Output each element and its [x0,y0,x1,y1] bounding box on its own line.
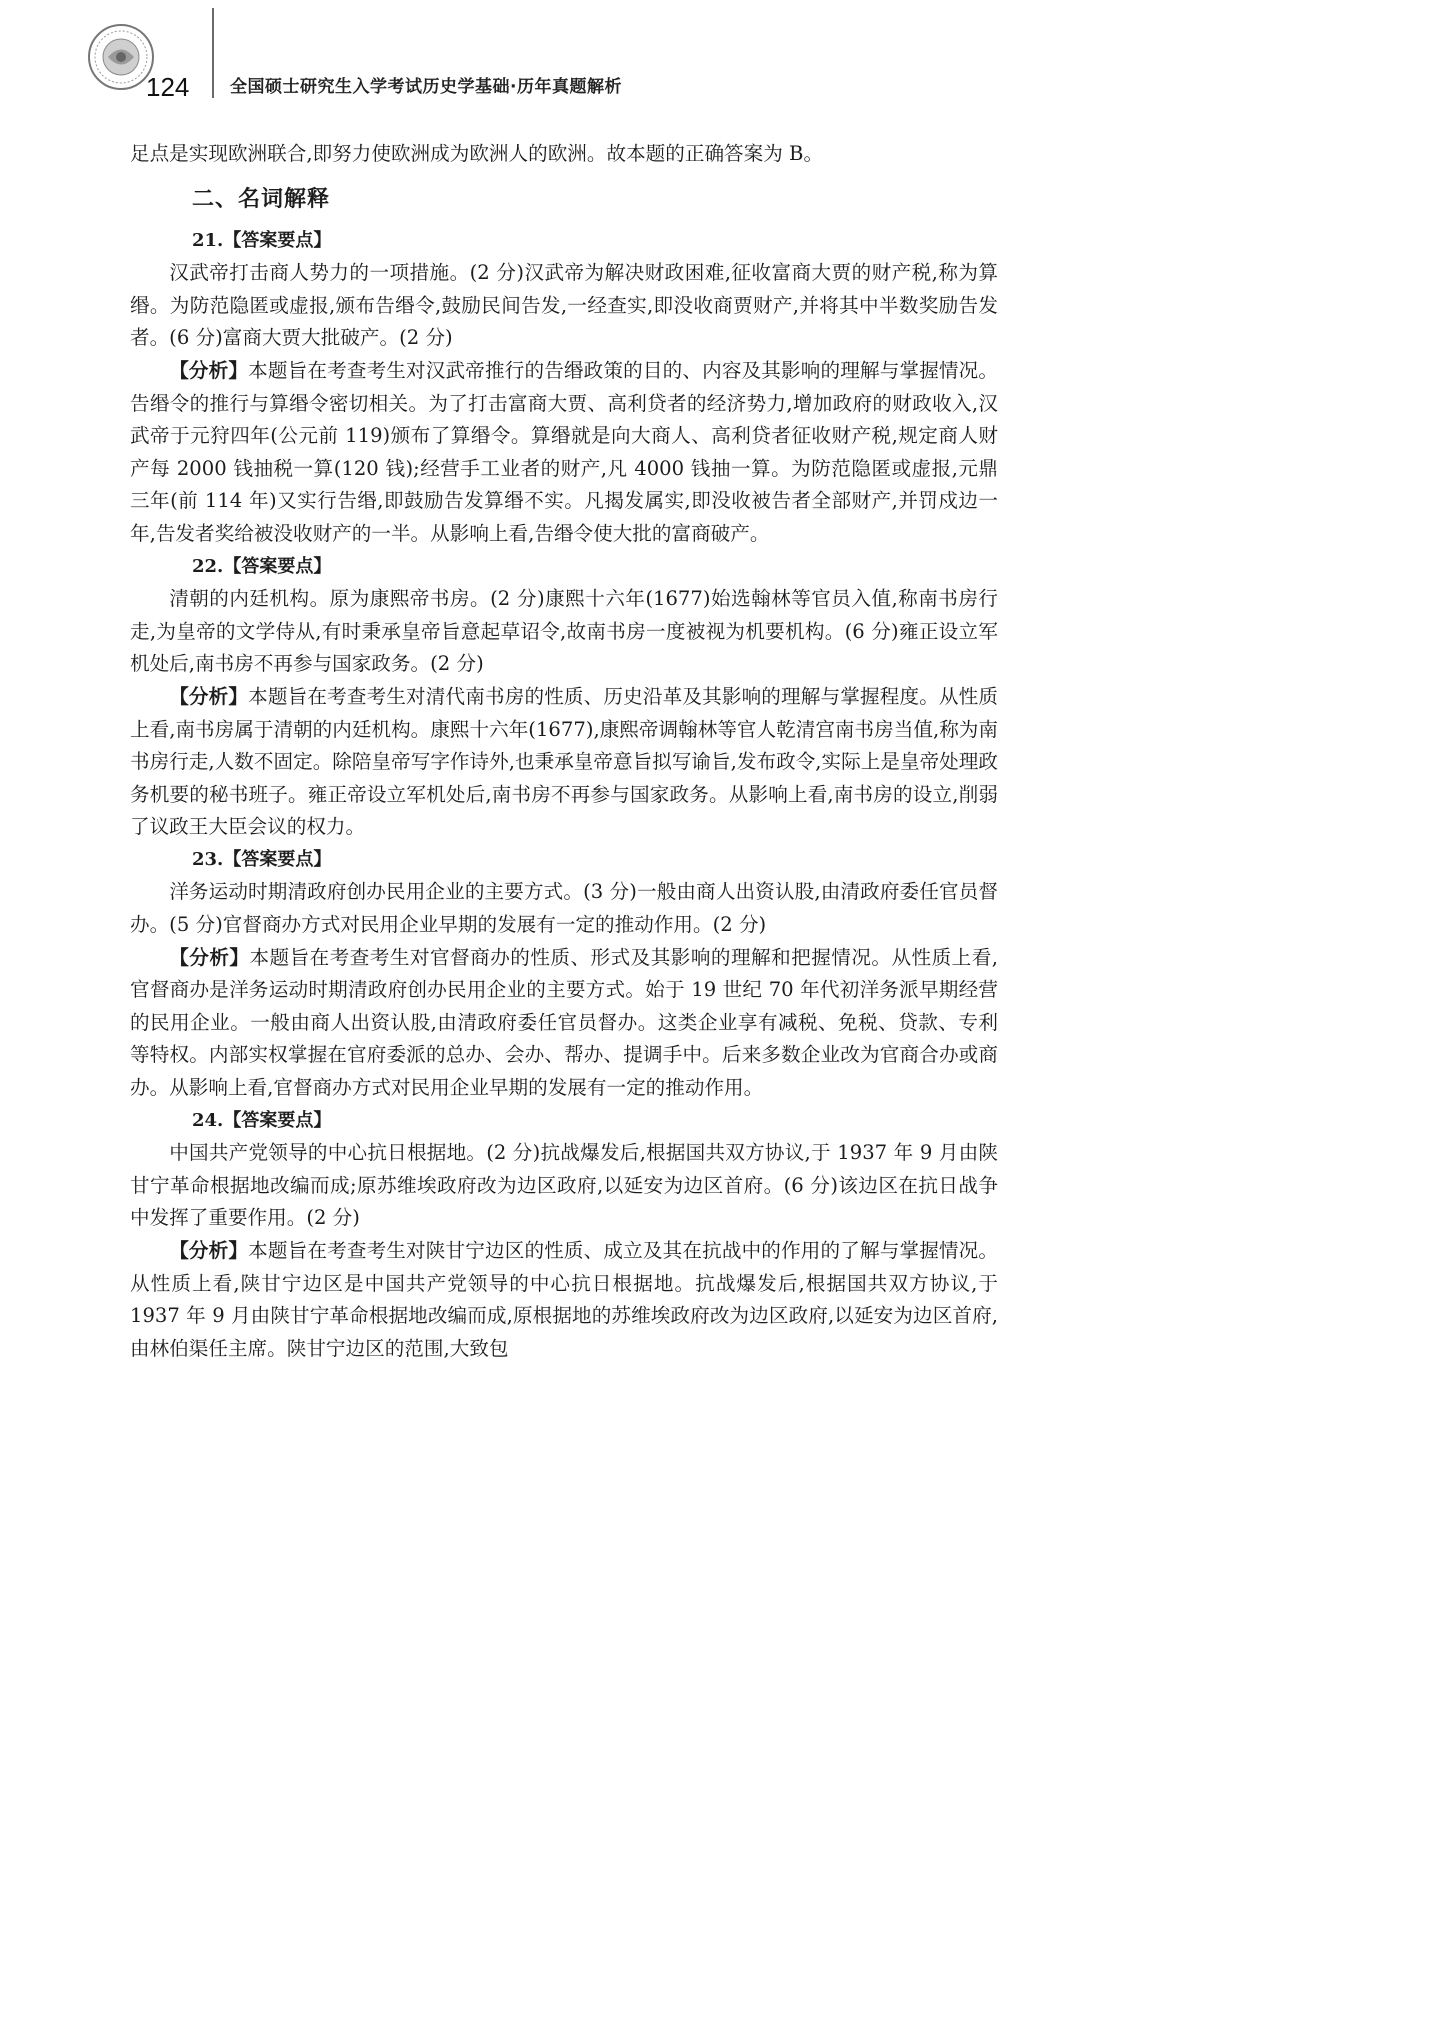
analysis-text: 本题旨在考查考生对汉武帝推行的告缗政策的目的、内容及其影响的理解与掌握情况。告缗令的推行与算缗令密切相关。为了打击富商大贾、高利贷者的经济势力,增加政府的财政收入,汉武帝于元狩四年(公元前 119)颁布了算缗令。算缗就是向大商人、高利贷者征收财产税,规定商人财产每 2000 钱抽税一算(120 钱);经营手工业者的财产,凡 4000 钱抽一算。为防范隐匿或虚报,元鼎三年(前 114 年)又实行告缗,即鼓励告发算缗不实。凡揭发属实,即没收被告者全部财产,并罚戍边一年,告发者奖给被没收财产的一半。从影响上看,告缗令使大批的富商破产。 [130,358,999,545]
question-heading [130,1105,998,1138]
question-number: 24. [192,1109,224,1131]
answer-tag: 【答案要点】 [223,1109,332,1131]
page-header [80,8,1040,104]
answer-tag: 【答案要点】 [223,229,332,251]
running-title: 全国硕士研究生入学考试历史学基础·历年真题解析 [230,77,622,97]
question-23 [130,844,998,1105]
question-24 [130,1105,998,1366]
analysis-paragraph [130,681,998,844]
answer-tag: 【答案要点】 [223,848,332,870]
section-heading: 二、名词解释 [192,186,331,212]
question-21 [130,225,998,551]
page-number: 124 [146,72,190,102]
question-number: 21. [192,229,224,251]
answer-points: 中国共产党领导的中心抗日根据地。(2 分)抗战爆发后,根据国共双方协议,于 1937 年 9 月由陕甘宁革命根据地改编而成;原苏维埃政府改为边区政府,以延安为边区首府。(6 分)该边区在抗日战争中发挥了重要作用。(2 分) [130,1141,998,1230]
analysis-text: 本题旨在考查考生对陕甘宁边区的性质、成立及其在抗战中的作用的了解与掌握情况。从性质上看,陕甘宁边区是中国共产党领导的中心抗日根据地。抗战爆发后,根据国共双方协议,于 1937 年 9 月由陕甘宁革命根据地改编而成,原根据地的苏维埃政府改为边区政府,以延安为边区首府,由林伯渠任主席。陕甘宁边区的范围,大致包 [130,1239,999,1360]
question-22 [130,551,998,844]
answer-points: 洋务运动时期清政府创办民用企业的主要方式。(3 分)一般由商人出资认股,由清政府委任官员督办。(5 分)官督商办方式对民用企业早期的发展有一定的推动作用。(2 分) [130,880,998,937]
answer-points: 清朝的内廷机构。原为康熙帝书房。(2 分)康熙十六年(1677)始选翰林等官员入值,称南书房行走,为皇帝的文学侍从,有时秉承皇帝旨意起草诏令,故南书房一度被视为机要机构。(6 分)雍正设立军机处后,南书房不再参与国家政务。(2 分) [130,587,998,676]
question-heading [130,225,998,258]
analysis-paragraph [130,942,998,1105]
question-heading [130,844,998,877]
analysis-tag: 【分析】 [169,945,250,969]
analysis-paragraph [130,1235,998,1365]
analysis-tag: 【分析】 [169,1239,249,1262]
page-body [130,138,998,1365]
analysis-tag: 【分析】 [169,684,249,708]
intro-line: 足点是实现欧洲联合,即努力使欧洲成为欧洲人的欧洲。故本题的正确答案为 B。 [130,142,824,165]
analysis-text: 本题旨在考查考生对清代南书房的性质、历史沿革及其影响的理解与掌握程度。从性质上看,南书房属于清朝的内廷机构。康熙十六年(1677),康熙帝调翰林等官人乾清宫南书房当值,称为南书房行走,人数不固定。除陪皇帝写字作诗外,也秉承皇帝意旨拟写谕旨,发布政令,实际上是皇帝处理政务机要的秘书班子。雍正帝设立军机处后,南书房不再参与国家政务。从影响上看,南书房的设立,削弱了议政王大臣会议的权力。 [130,684,999,839]
answer-tag: 【答案要点】 [223,555,332,577]
answer-points: 汉武帝打击商人势力的一项措施。(2 分)汉武帝为解决财政困难,征收富商大贾的财产税,称为算缗。为防范隐匿或虚报,颁布告缗令,鼓励民间告发,一经查实,即没收商贾财产,并将其中半数奖励告发者。(6 分)富商大贾大批破产。(2 分) [130,261,998,350]
header-divider [212,8,214,98]
analysis-paragraph [130,355,998,551]
question-number: 23. [192,848,224,870]
question-number: 22. [192,555,224,577]
analysis-tag: 【分析】 [169,358,249,382]
question-heading [130,551,998,584]
analysis-text: 本题旨在考查考生对官督商办的性质、形式及其影响的理解和把握情况。从性质上看,官督商办是洋务运动时期清政府创办民用企业的主要方式。始于 19 世纪 70 年代初洋务派早期经营的民用企业。一般由商人出资认股,由清政府委任官员督办。这类企业享有减税、免税、贷款、专利等特权。内部实权掌握在官府委派的总办、会办、帮办、提调手中。后来多数企业改为官商合办或商办。从影响上看,官督商办方式对民用企业早期的发展有一定的推动作用。 [130,945,999,1100]
